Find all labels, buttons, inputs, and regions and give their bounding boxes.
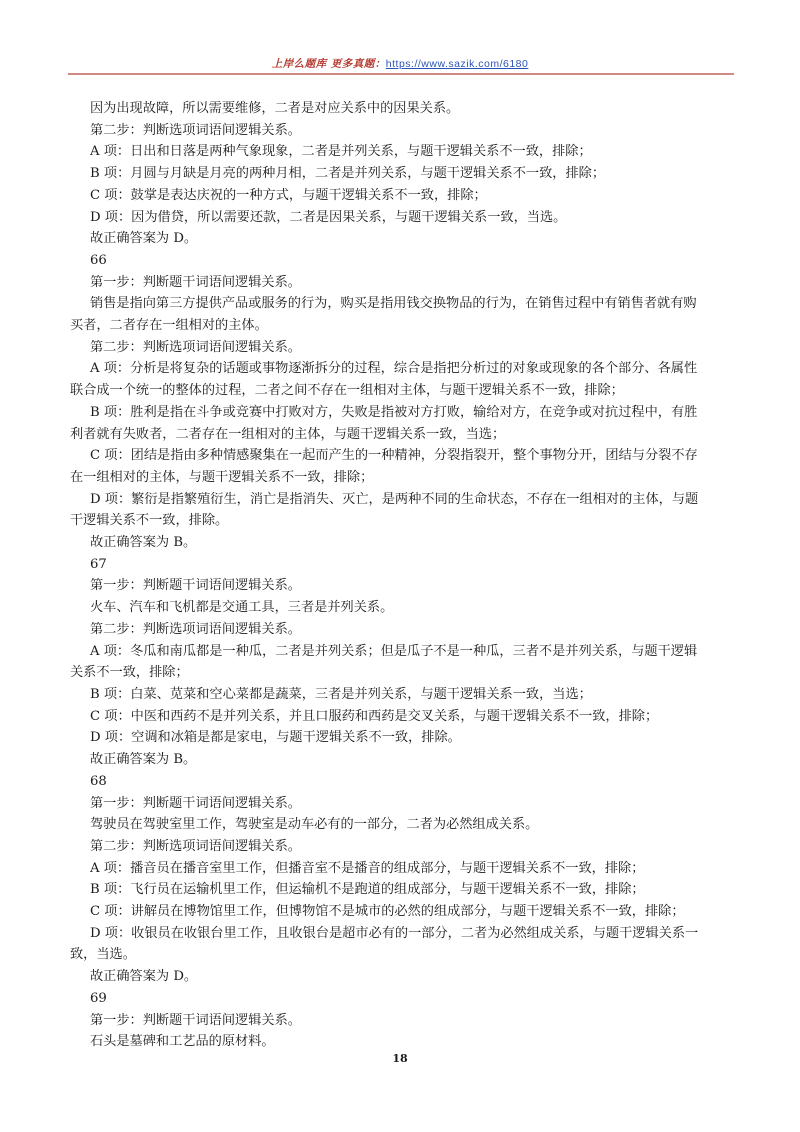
text-line: C 项：中医和西药不是并列关系，并且口服药和西药是交叉关系，与题干逻辑关系不一致，排除； [90,708,659,724]
document-body [70,98,746,1053]
text-line: 第一步：判断题干词语间逻辑关系。 [90,578,301,594]
text-line: 第二步：判断选项词语间逻辑关系。 [90,838,301,854]
text-line: 故正确答案为 D。 [90,969,198,985]
text-line: 销售是指向第三方提供产品或服务的行为，购买是指用钱交换物品的行为，在销售过程中有销售者就有购 [90,296,697,312]
text-line: 利者就有失败者，二者存在一组相对的主体，与题干逻辑关系一致，当选； [70,426,506,442]
text-line: 石头是墓碑和工艺品的原材料。 [90,1034,275,1050]
text-line: 66 [90,252,107,268]
text-line: A 项：冬瓜和南瓜都是一种瓜，二者是并列关系；但是瓜子不是一种瓜，三者不是并列关系，与题干逻辑 [90,643,698,659]
text-line: C 项：讲解员在博物馆里工作，但博物馆不是城市的必然的组成部分，与题干逻辑关系不一致，排除； [90,904,685,920]
text-line: 因为出现故障，所以需要维修，二者是对应关系中的因果关系。 [90,101,460,116]
text-line: D 项：空调和冰箱是都是家电，与题干逻辑关系不一致，排除。 [90,730,461,746]
text-line: A 项：播音员在播音室里工作，但播音室不是播音的组成部分，与题干逻辑关系不一致，排除； [90,860,645,876]
text-line: D 项：繁衍是指繁殖衍生，消亡是指消失、灭亡，是两种不同的生命状态，不存在一组相对的主体，与题 [90,491,699,507]
text-line: C 项：鼓掌是表达庆祝的一种方式，与题干逻辑关系不一致，排除； [90,187,487,203]
text-line: 第二步：判断选项词语间逻辑关系。 [90,339,301,355]
text-line: 第一步：判断题干词语间逻辑关系。 [90,1012,301,1028]
text-line: D 项：收银员在收银台里工作，且收银台是超市必有的一部分，二者为必然组成关系，与题干逻辑关系一 [90,925,699,941]
text-line: 在一组相对的主体，与题干逻辑关系不一致，排除； [70,469,374,485]
text-line: 故正确答案为 B。 [90,752,197,768]
text-line: 第一步：判断题干词语间逻辑关系。 [90,795,301,811]
text-line: 69 [90,990,107,1006]
text-line: 驾驶员在驾驶室里工作，驾驶室是动车必有的一部分，二者为必然组成关系。 [90,817,539,833]
text-line: 买者，二者存在一组相对的主体。 [70,318,268,334]
text-line: 第二步：判断选项词语间逻辑关系。 [90,621,301,637]
text-line: 故正确答案为 B。 [90,535,197,551]
page-number: 18 [392,1052,408,1065]
text-line: 联合成一个统一的整体的过程，二者之间不存在一组相对主体，与题干逻辑关系不一致，排除； [70,383,624,399]
text-line: B 项：白菜、苋菜和空心菜都是蔬菜，三者是并列关系，与题干逻辑关系一致，当选； [90,686,592,702]
text-line: B 项：飞行员在运输机里工作，但运输机不是跑道的组成部分，与题干逻辑关系不一致，排除； [90,882,645,898]
text-line: 干逻辑关系不一致，排除。 [70,513,229,529]
text-line: 故正确答案为 D。 [90,231,198,247]
text-line: 第二步：判断选项词语间逻辑关系。 [90,122,301,138]
text-line: 致，当选。 [70,947,136,963]
text-line: 火车、汽车和飞机都是交通工具，三者是并列关系。 [90,600,394,616]
text-line: 68 [90,773,107,789]
text-line: C 项：团结是指由多种情感聚集在一起而产生的一种精神，分裂指裂开，整个事物分开，团结与分裂不存 [90,448,698,464]
text-line: D 项：因为借贷，所以需要还款，二者是因果关系，与题干逻辑关系一致，当选。 [90,209,567,225]
text-line: A 项：分析是将复杂的话题或事物逐渐拆分的过程，综合是指把分析过的对象或现象的各个部分、各属性 [90,361,698,377]
text-line: 关系不一致，排除； [70,665,189,681]
text-line: 67 [90,556,107,572]
text-line: B 项：胜利是指在斗争或竞赛中打败对方，失败是指被对方打败，输给对方，在竞争或对抗过程中，有胜 [90,404,698,420]
source-link[interactable]: https://www.sazik.com/6180 [385,58,529,70]
text-line: B 项：月圆与月缺是月亮的两种月相，二者是并列关系，与题干逻辑关系不一致，排除； [90,166,606,182]
page-header [0,56,800,71]
text-line: A 项：日出和日落是两种气象现象，二者是并列关系，与题干逻辑关系不一致，排除； [90,144,592,160]
header-rule [68,73,734,75]
text-line: 第一步：判断题干词语间逻辑关系。 [90,274,301,290]
site-label: 上岸么题库 更多真题： [271,58,386,70]
